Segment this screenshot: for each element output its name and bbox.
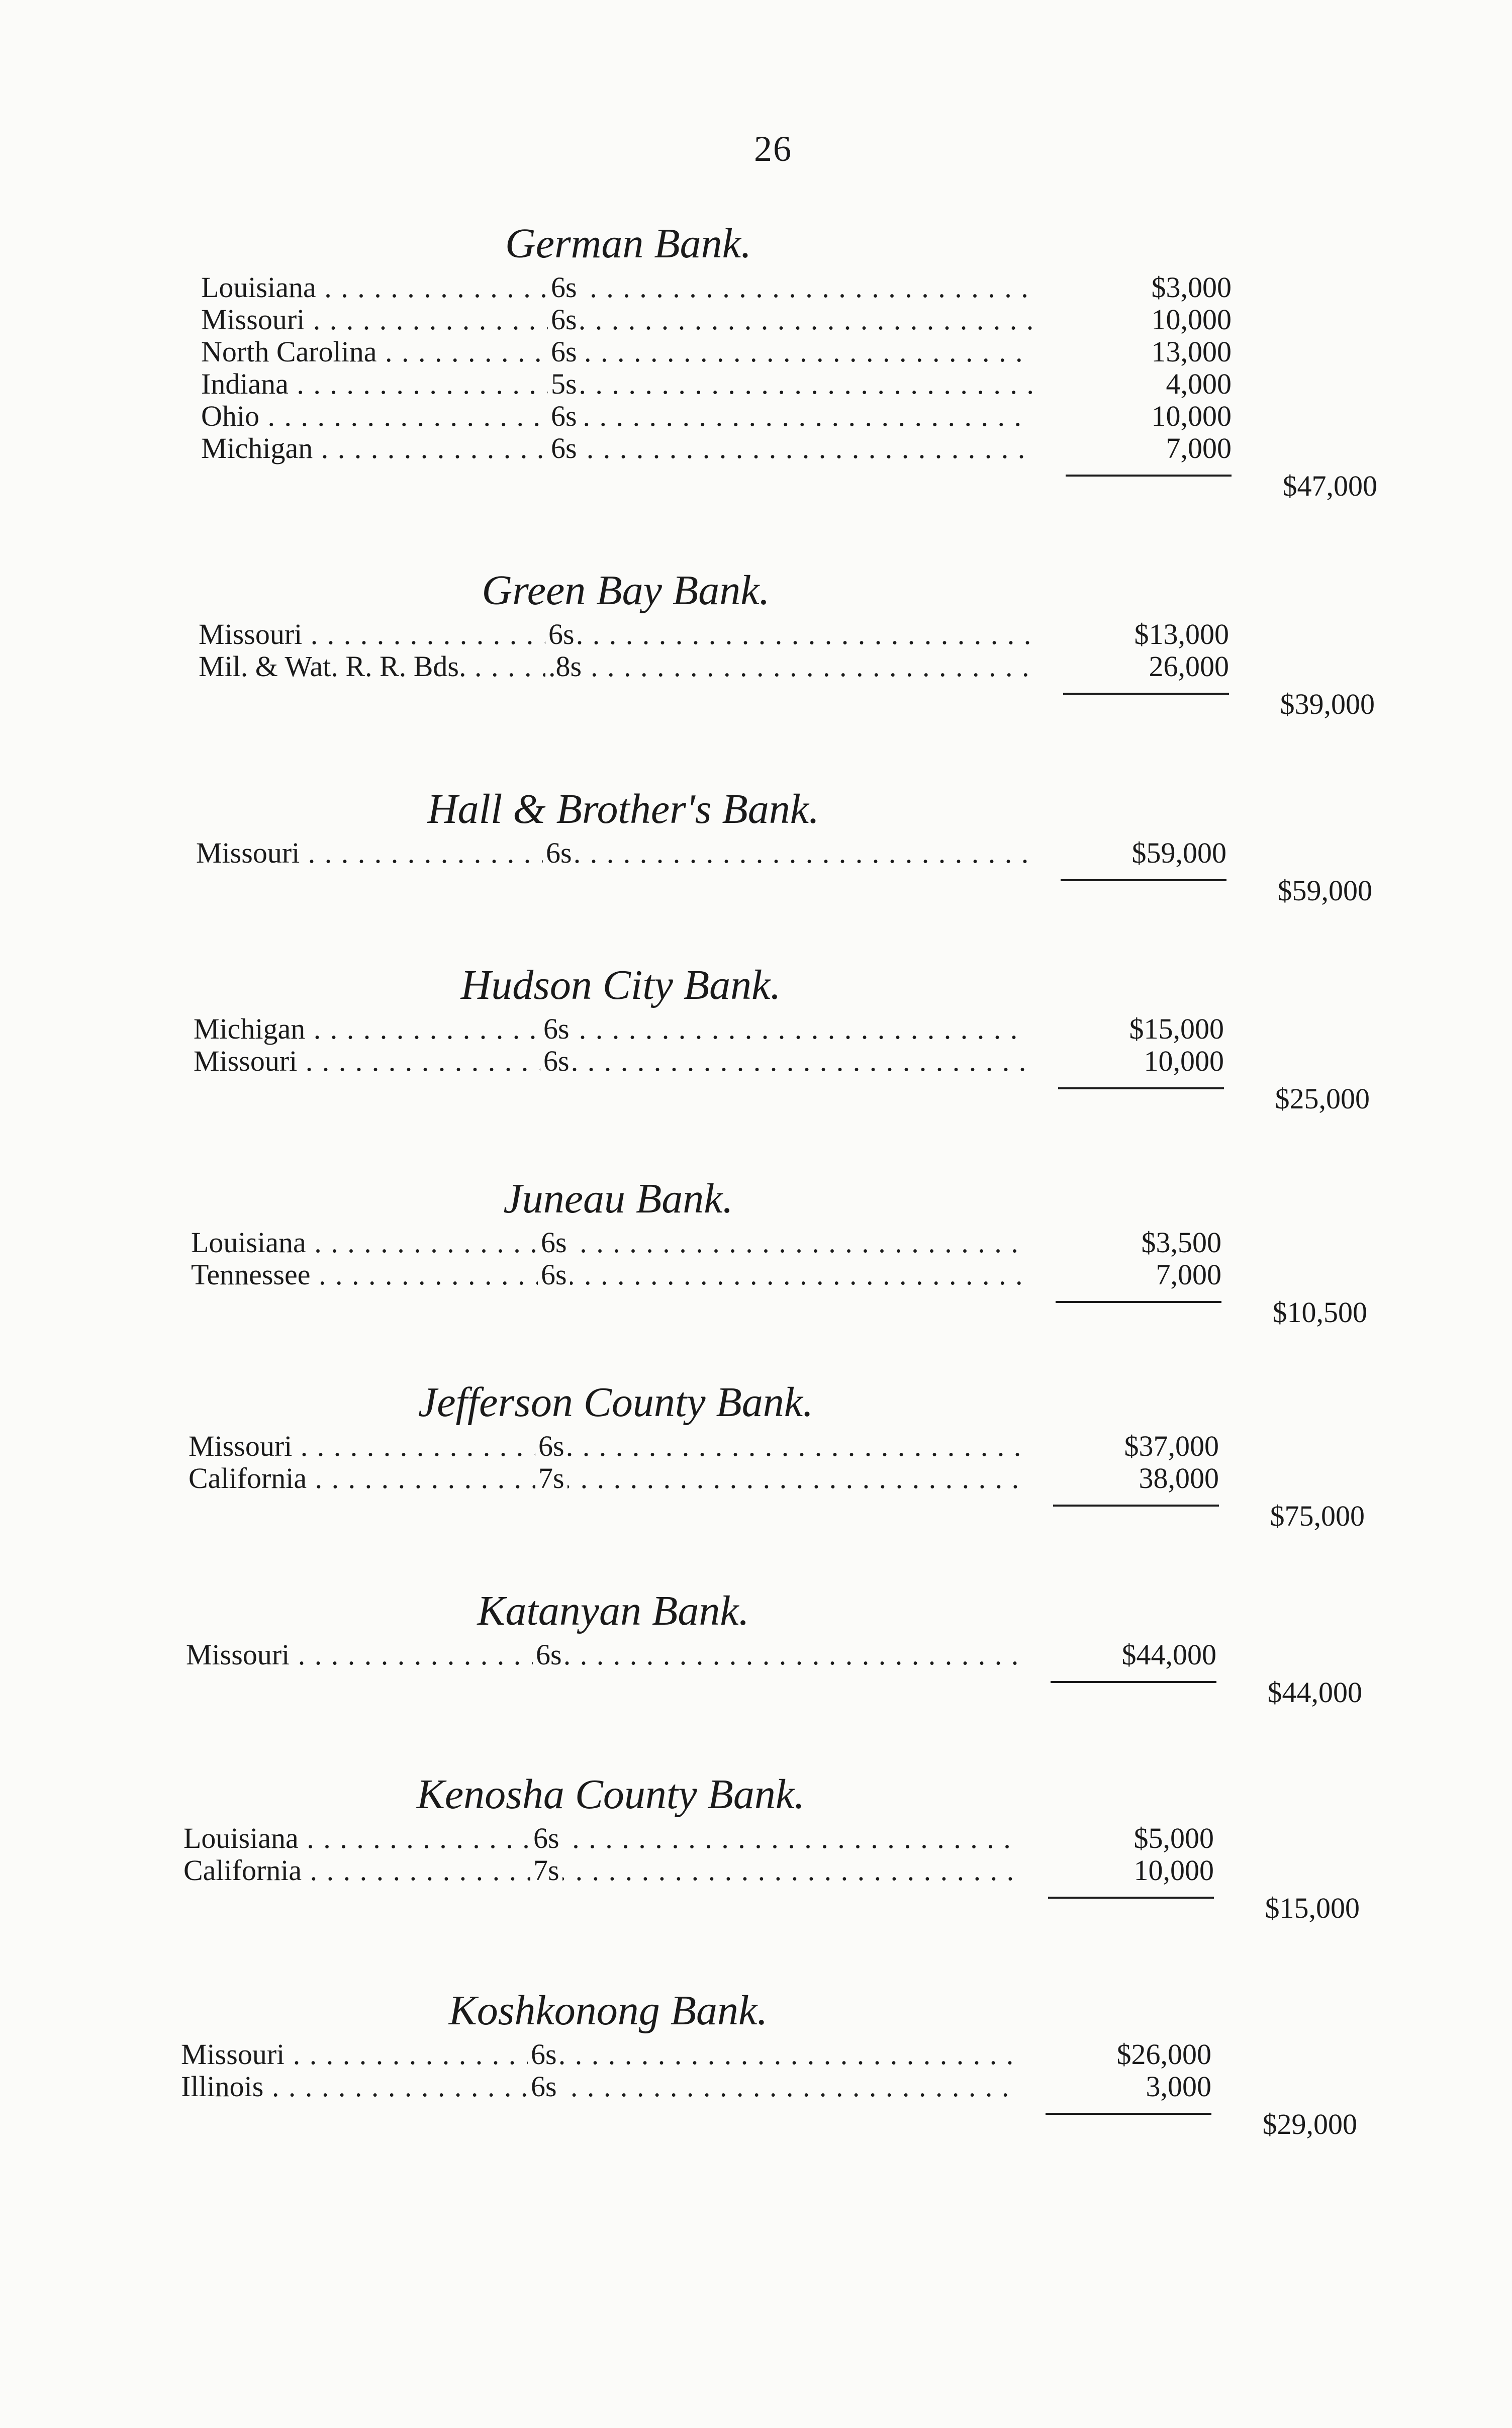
bank-section-juneau xyxy=(191,1171,1397,1351)
holding-row xyxy=(194,1013,1224,1045)
bank-total: $10,500 xyxy=(1272,1296,1367,1329)
holding-amount: 7,000 xyxy=(1032,432,1232,464)
holding-rate: 6s xyxy=(548,432,580,464)
bank-title: Hall & Brother's Bank. xyxy=(427,786,820,832)
holding-amount: $59,000 xyxy=(1027,837,1226,869)
holding-state: Missouri . . . xyxy=(188,1430,1023,1462)
holding-rate: 6s xyxy=(540,1013,573,1045)
holding-rate: 6s xyxy=(528,2071,560,2103)
holding-amount: 10,000 xyxy=(1025,1045,1224,1077)
bank-section-german xyxy=(201,216,1407,525)
holding-rate: 6s xyxy=(548,271,580,304)
holding-state: Ohio . . . xyxy=(201,400,1035,432)
holding-row xyxy=(199,650,1229,683)
holding-amount: $13,000 xyxy=(1030,618,1229,650)
holding-row xyxy=(199,618,1229,650)
bank-total: $75,000 xyxy=(1270,1500,1365,1532)
holding-state: Michigan . . . xyxy=(194,1013,1028,1045)
holding-state: Missouri . . . xyxy=(196,837,1030,869)
holding-row xyxy=(181,2071,1211,2103)
subtotal-rule xyxy=(181,2103,1211,2128)
holding-row xyxy=(188,1430,1219,1462)
holding-state: North Carolina . . . xyxy=(201,336,1035,368)
holding-row xyxy=(201,400,1232,432)
holding-state: California . . . xyxy=(183,1854,1018,1887)
subtotal-rule xyxy=(191,1291,1221,1316)
holding-amount: 10,000 xyxy=(1032,400,1232,432)
bank-title: Jefferson County Bank. xyxy=(418,1379,814,1426)
holding-rate: 5s xyxy=(548,368,580,400)
holding-state: Missouri . . . xyxy=(199,618,1033,650)
holding-state: Louisiana . . . xyxy=(201,271,1035,304)
holding-rate: 7s xyxy=(535,1462,568,1495)
holding-state: Tennessee . . . xyxy=(191,1259,1025,1291)
holding-rate: 6s xyxy=(540,1045,573,1077)
holding-rate: .8s xyxy=(545,650,585,683)
holding-amount: $5,000 xyxy=(1015,1822,1214,1854)
holding-amount: $44,000 xyxy=(1017,1639,1216,1671)
bank-total-row xyxy=(183,1892,1360,1947)
holding-amount: 4,000 xyxy=(1032,368,1232,400)
holding-amount: 10,000 xyxy=(1032,304,1232,336)
subtotal-rule xyxy=(183,1887,1214,1912)
holding-amount: $3,500 xyxy=(1022,1227,1221,1259)
bank-title: Green Bay Bank. xyxy=(482,567,770,614)
bank-total-row xyxy=(188,1500,1365,1555)
bank-total: $59,000 xyxy=(1277,874,1372,907)
bank-total-row xyxy=(191,1296,1367,1351)
rule-line xyxy=(1048,1897,1214,1899)
bank-section-hall-brothers xyxy=(196,782,1402,929)
holding-rate: 6s xyxy=(535,1430,568,1462)
holding-row xyxy=(201,368,1232,400)
holding-row xyxy=(201,432,1232,464)
bank-section-jefferson-county xyxy=(188,1375,1395,1555)
holding-amount: 26,000 xyxy=(1030,650,1229,683)
holding-state: Indiana . . . xyxy=(201,368,1035,400)
holding-amount: $37,000 xyxy=(1020,1430,1219,1462)
holding-rate: 6s xyxy=(548,400,580,432)
holding-amount: 7,000 xyxy=(1022,1259,1221,1291)
rule-line xyxy=(1056,1301,1221,1303)
bank-section-katanyan xyxy=(186,1583,1392,1731)
holding-amount: $3,000 xyxy=(1032,271,1232,304)
holding-state: California . . . xyxy=(188,1462,1023,1495)
holding-rate: 6s xyxy=(543,837,575,869)
holding-rate: 6s xyxy=(538,1259,570,1291)
holding-rate: 6s xyxy=(528,2038,560,2071)
holding-state: Mil. & Wat. R. R. Bds. . . . xyxy=(199,650,1033,683)
bank-total-row xyxy=(201,470,1377,525)
holding-amount: $15,000 xyxy=(1025,1013,1224,1045)
holding-row xyxy=(186,1639,1216,1671)
bank-section-green-bay xyxy=(199,563,1405,743)
rule-line xyxy=(1058,1087,1224,1089)
bank-total-row xyxy=(199,688,1375,743)
bank-title: Hudson City Bank. xyxy=(460,962,781,1008)
holding-state: Louisiana . . . xyxy=(183,1822,1018,1854)
subtotal-rule xyxy=(201,464,1232,490)
subtotal-rule xyxy=(196,869,1226,894)
holding-row xyxy=(191,1259,1221,1291)
bank-title: Katanyan Bank. xyxy=(477,1587,749,1634)
subtotal-rule xyxy=(188,1495,1219,1520)
holding-state: Missouri . . . xyxy=(181,2038,1015,2071)
bank-title: Kenosha County Bank. xyxy=(416,1771,805,1818)
bank-total: $15,000 xyxy=(1265,1892,1360,1924)
holding-rate: 6s xyxy=(548,304,580,336)
holding-rate: 6s xyxy=(548,336,580,368)
bank-total: $44,000 xyxy=(1267,1676,1362,1709)
bank-section-kenosha-county xyxy=(183,1767,1390,1947)
bank-title: Koshkonong Bank. xyxy=(448,1987,768,2034)
holding-amount: $26,000 xyxy=(1012,2038,1211,2071)
holding-rate: 6s xyxy=(545,618,578,650)
bank-title: Juneau Bank. xyxy=(503,1175,733,1222)
holding-state: Missouri . . . xyxy=(201,304,1035,336)
holding-state: Louisiana . . . xyxy=(191,1227,1025,1259)
rule-line xyxy=(1066,475,1232,477)
rule-line xyxy=(1061,879,1226,881)
holding-row xyxy=(181,2038,1211,2071)
bank-total: $25,000 xyxy=(1275,1082,1370,1115)
holding-row xyxy=(201,336,1232,368)
holding-row xyxy=(201,271,1232,304)
bank-total: $47,000 xyxy=(1282,470,1377,502)
holding-row xyxy=(201,304,1232,336)
rule-line xyxy=(1046,2113,1211,2115)
holding-rate: 6s xyxy=(538,1227,570,1259)
rule-line xyxy=(1053,1505,1219,1507)
page-number: 26 xyxy=(754,129,792,169)
bank-total: $39,000 xyxy=(1280,688,1375,720)
bank-total-row xyxy=(196,874,1372,929)
holding-row xyxy=(191,1227,1221,1259)
bank-total: $29,000 xyxy=(1262,2108,1357,2140)
bank-total-row xyxy=(194,1082,1370,1138)
holding-row xyxy=(196,837,1226,869)
bank-total-row xyxy=(181,2108,1357,2163)
holding-row xyxy=(183,1822,1214,1854)
holding-amount: 3,000 xyxy=(1012,2071,1211,2103)
holding-row xyxy=(188,1462,1219,1495)
holding-state: Illinois . . . xyxy=(181,2071,1015,2103)
rule-line xyxy=(1051,1681,1216,1683)
holding-amount: 38,000 xyxy=(1020,1462,1219,1495)
subtotal-rule xyxy=(199,683,1229,708)
holding-amount: 10,000 xyxy=(1015,1854,1214,1887)
holding-state: Michigan . . . xyxy=(201,432,1035,464)
bank-section-koshkonong xyxy=(181,1983,1387,2163)
holding-state: Missouri . . . xyxy=(194,1045,1028,1077)
subtotal-rule xyxy=(194,1077,1224,1102)
holding-row xyxy=(194,1045,1224,1077)
holding-rate: 7s xyxy=(530,1854,562,1887)
holding-rate: 6s xyxy=(533,1639,565,1671)
holding-row xyxy=(183,1854,1214,1887)
bank-total-row xyxy=(186,1676,1362,1731)
holding-state: Missouri . . . xyxy=(186,1639,1020,1671)
rule-line xyxy=(1063,693,1229,695)
subtotal-rule xyxy=(186,1671,1216,1696)
bank-title: German Bank. xyxy=(505,220,751,267)
holding-amount: 13,000 xyxy=(1032,336,1232,368)
holding-rate: 6s xyxy=(530,1822,562,1854)
bank-section-hudson-city xyxy=(194,958,1400,1138)
